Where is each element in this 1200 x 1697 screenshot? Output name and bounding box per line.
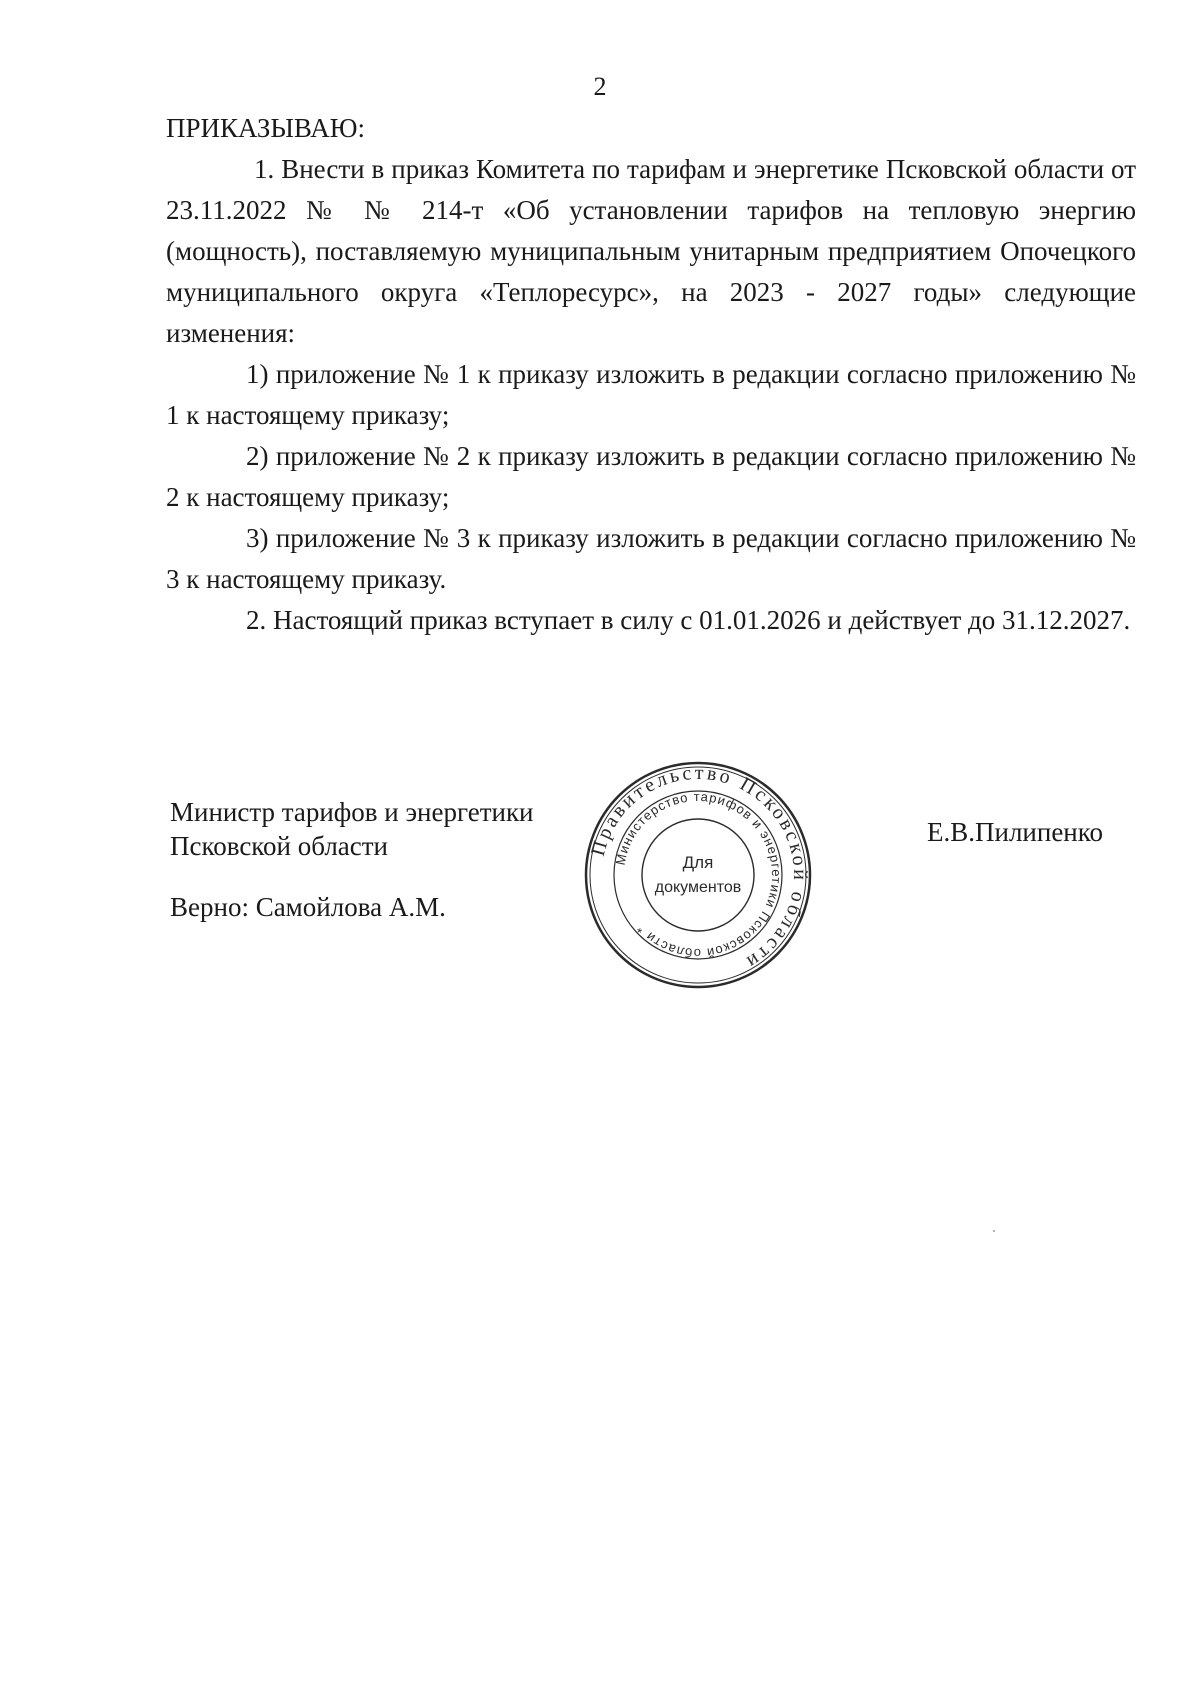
- paragraph-subitem-3: 3) приложение № 3 к приказу изложить в редакции согласно приложению № 3 к настоящему приказу.: [166, 523, 1136, 594]
- page-number: 2: [593, 72, 607, 101]
- paragraph-subitem-1: 1) приложение № 1 к приказу изложить в редакции согласно приложению № 1 к настоящему приказу;: [166, 359, 1136, 430]
- document-body: [166, 108, 1136, 641]
- seal-center-line-2: документов: [654, 879, 742, 896]
- signatory-position-line-2: Псковской области: [170, 831, 389, 861]
- certified-copy-note: Верно: Самойлова А.М.: [170, 892, 446, 922]
- paragraph-item-1: 1. Внести в приказ Комитета по тарифам и энергетике Псковской области от 23.11.2022 № № 214-т «Об установлении тарифов на тепловую энергию (мощность), поставляемую муниципальным унитарным предприятием Опочецкого муниципального округа «Теплоресурс», на 2023 - 2027 годы» следующие изменения:: [166, 154, 1136, 348]
- paragraph-subitem-2: 2) приложение № 2 к приказу изложить в редакции согласно приложению № 2 к настоящему приказу;: [166, 441, 1136, 512]
- signatory-position: [170, 795, 534, 863]
- seal-graphic: [583, 760, 813, 990]
- order-heading: ПРИКАЗЫВАЮ:: [166, 113, 365, 143]
- signatory-position-line-1: Министр тарифов и энергетики: [170, 797, 534, 827]
- seal-center-line-1: Для: [682, 853, 714, 872]
- scan-speck: [993, 1230, 995, 1232]
- seal-outer-text: Правительство Псковской области: [586, 761, 812, 975]
- seal-inner-text: Министерство тарифов и энергетики Псковской области *: [612, 788, 785, 962]
- signatory-name: Е.В.Пилипенко: [927, 817, 1104, 847]
- paragraph-item-2: 2. Настоящий приказ вступает в силу с 01.01.2026 и действует до 31.12.2027.: [246, 605, 1131, 635]
- official-seal: [583, 760, 813, 990]
